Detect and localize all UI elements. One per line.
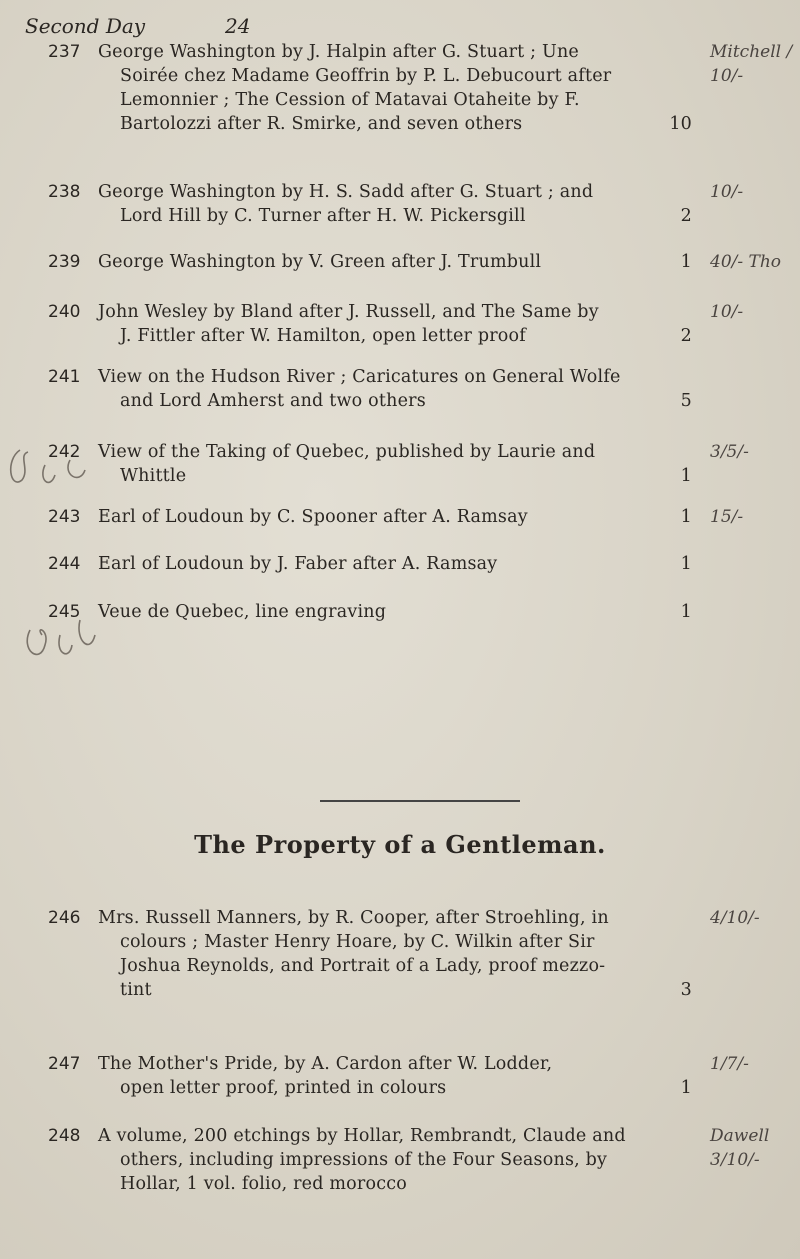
lot-description: [98, 365, 698, 413]
description-line: tint: [120, 980, 152, 1000]
lot-description: [98, 180, 698, 228]
handwritten-price-note: 10/-: [710, 182, 744, 202]
lot-number: 245: [48, 602, 81, 622]
lot-description: [98, 505, 698, 529]
section-heading: Second Day: [25, 14, 146, 38]
description-line: George Washington by H. S. Sadd after G. Stuart ; and: [98, 182, 594, 202]
handwritten-price-note: 3/5/-: [710, 442, 749, 462]
handwritten-price-note: Dawell 3/10/-: [710, 1126, 770, 1170]
description-line: Soirée chez Madame Geoffrin by P. L. Debucourt after: [120, 66, 612, 86]
description-line: The Mother's Pride, by A. Cardon after W. Lodder,: [98, 1054, 553, 1074]
lot-number: 239: [48, 252, 81, 272]
section-divider: [320, 800, 520, 802]
lot-number: 240: [48, 302, 81, 322]
section-title: The Property of a Gentleman.: [194, 830, 606, 859]
description-line: Veue de Quebec, line engraving: [98, 602, 387, 622]
description-line: George Washington by J. Halpin after G. Stuart ; Une: [98, 42, 579, 62]
lot-number: 241: [48, 367, 81, 387]
lot-quantity: 5: [680, 391, 692, 411]
handwritten-price-note: 15/-: [710, 507, 744, 527]
lot-number: 248: [48, 1126, 81, 1146]
description-line: J. Fittler after W. Hamilton, open letter proof: [120, 326, 526, 346]
lot-description: [98, 300, 698, 348]
lot-quantity: 1: [680, 466, 692, 486]
handwritten-price-note: 4/10/-: [710, 908, 760, 928]
description-line: Joshua Reynolds, and Portrait of a Lady, proof mezzo-: [120, 956, 606, 976]
lot-quantity: 1: [680, 252, 692, 272]
handwritten-price-note: Mitchell / 10/-: [710, 42, 793, 86]
lot-description: [98, 906, 698, 1002]
lot-number: 244: [48, 554, 81, 574]
description-line: Lemonnier ; The Cession of Matavai Otaheite by F.: [120, 90, 580, 110]
lot-quantity: 3: [680, 980, 692, 1000]
description-line: others, including impressions of the Four Seasons, by: [120, 1150, 608, 1170]
lot-quantity: 1: [680, 602, 692, 622]
lot-number: 246: [48, 908, 81, 928]
description-line: and Lord Amherst and two others: [120, 391, 426, 411]
lot-description: [98, 250, 698, 274]
lot-quantity: 10: [669, 114, 692, 134]
description-line: John Wesley by Bland after J. Russell, and The Same by: [98, 302, 599, 322]
description-line: open letter proof, printed in colours: [120, 1078, 447, 1098]
lot-quantity: 1: [680, 554, 692, 574]
lot-number: 242: [48, 442, 81, 462]
lot-description: [98, 552, 698, 576]
lot-number: 243: [48, 507, 81, 527]
description-line: A volume, 200 etchings by Hollar, Rembrandt, Claude and: [98, 1126, 626, 1146]
lot-quantity: 1: [680, 507, 692, 527]
handwritten-price-note: 1/7/-: [710, 1054, 749, 1074]
lot-description: [98, 1124, 698, 1196]
page-number: 24: [225, 14, 251, 38]
description-line: Lord Hill by C. Turner after H. W. Pickersgill: [120, 206, 526, 226]
description-line: colours ; Master Henry Hoare, by C. Wilkin after Sir: [120, 932, 595, 952]
lot-description: [98, 1052, 698, 1100]
lot-quantity: 1: [680, 1078, 692, 1098]
description-line: View on the Hudson River ; Caricatures on General Wolfe: [98, 367, 621, 387]
handwritten-price-note: 40/- Tho: [710, 252, 782, 272]
handwritten-price-note: 10/-: [710, 302, 744, 322]
description-line: Hollar, 1 vol. folio, red morocco: [120, 1174, 407, 1194]
description-line: Whittle: [120, 466, 187, 486]
lot-number: 238: [48, 182, 81, 202]
description-line: Bartolozzi after R. Smirke, and seven others: [120, 114, 523, 134]
lot-description: [98, 600, 698, 624]
description-line: Mrs. Russell Manners, by R. Cooper, after Stroehling, in: [98, 908, 609, 928]
lot-number: 237: [48, 42, 81, 62]
lot-description: [98, 440, 698, 488]
description-line: Earl of Loudoun by C. Spooner after A. Ramsay: [98, 507, 528, 527]
description-line: View of the Taking of Quebec, published by Laurie and: [98, 442, 596, 462]
lot-quantity: 2: [680, 326, 692, 346]
lot-number: 247: [48, 1054, 81, 1074]
description-line: George Washington by V. Green after J. Trumbull: [98, 252, 542, 272]
description-line: Earl of Loudoun by J. Faber after A. Ramsay: [98, 554, 498, 574]
lot-description: [98, 40, 698, 136]
lot-quantity: 2: [680, 206, 692, 226]
